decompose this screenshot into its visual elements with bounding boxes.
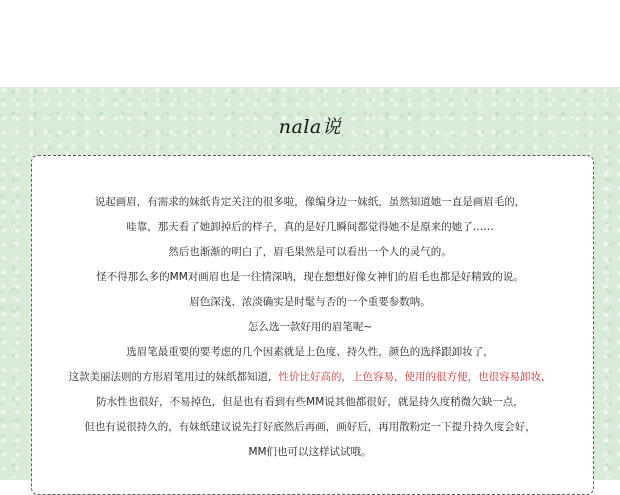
- paragraph-line: 哇靠，那天看了她卸掉后的样子，真的是好几瞬间都觉得她不是原来的她了……: [126, 221, 494, 233]
- paragraph-line: 选眉笔最重要的要考虑的几个因素就是上色度、持久性，颜色的选择跟卸妆了，: [126, 346, 494, 358]
- paragraph-line: 防水性也很好，不易掉色，但是也有看到有些MM说其他都很好，就是持久度稍微欠缺一点，: [96, 396, 524, 408]
- paragraph-line: 眉色深浅、浓淡确实是时髦与否的一个重要参数呐。: [189, 296, 431, 308]
- paragraph-line: MM们也可以这样试试哦。: [248, 446, 372, 458]
- post-title: [0, 112, 620, 139]
- paragraph-line: 然后也渐渐的明白了，眉毛果然是可以看出一个人的灵气的。: [168, 246, 452, 258]
- highlighted-text: 性价比好高的，上色容易，使用的很方便，也很容易卸妆，: [278, 371, 552, 383]
- paragraph-line: 怪不得那么多的MM对画眉也是一往情深呐，现在想想好像女神们的眉毛也都是好精致的说。: [96, 271, 524, 283]
- top-blank-area: [0, 0, 620, 87]
- paragraph-line-mixed: [0, 370, 620, 384]
- paragraph-line: 但也有说很持久的，有妹纸建议说先打好底然后再画，画好后，再用散粉定一下提升持久度会好，: [84, 421, 536, 433]
- paragraph-text: 这款美丽法则的方形眉笔用过的妹纸都知道，: [68, 371, 279, 383]
- paragraph-line: 怎么选一款好用的眉笔呢~: [247, 321, 373, 333]
- post-title-latin: nala: [278, 116, 322, 138]
- paragraph-line: 说起画眉，有需求的妹纸肯定关注的很多啦，像编身边一妹纸，虽然知道她一直是画眉毛的，: [94, 196, 526, 208]
- post-title-cn: 说: [321, 116, 342, 138]
